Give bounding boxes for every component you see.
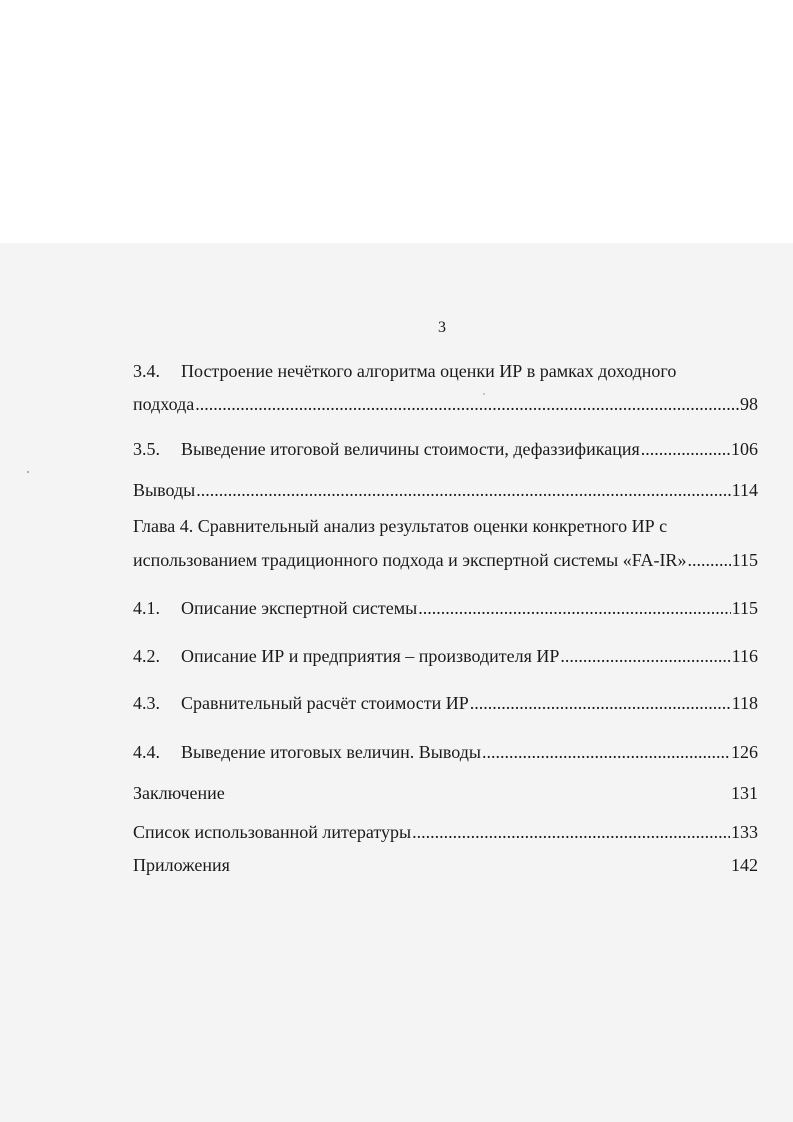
toc-entry-page: 115 <box>731 598 758 618</box>
toc-entry-4-4 <box>133 741 758 763</box>
toc-entry-page: 133 <box>731 822 758 842</box>
toc-entry-number: 4.4. <box>133 742 160 762</box>
page-number: 3 <box>438 319 446 336</box>
toc-entry-title-cont: подхода <box>133 394 195 414</box>
toc-entry-title: Сравнительный расчёт стоимости ИР <box>181 693 469 713</box>
toc-entry-4-3 <box>133 692 758 714</box>
dot-leader <box>196 479 730 501</box>
toc-entry-number: 3.4. <box>133 361 160 381</box>
toc-entry-page: 131 <box>731 783 758 803</box>
dot-leader <box>560 645 730 667</box>
toc-entry-title: Описание экспертной системы <box>181 598 418 618</box>
toc-entry-title: Приложения <box>133 855 230 875</box>
toc-entry-page: 116 <box>731 646 758 666</box>
toc-entry-title: Построение нечёткого алгоритма оценки ИР в рамках доходного <box>181 361 677 381</box>
toc-entry-3-5 <box>133 438 758 460</box>
scan-speck <box>27 471 29 473</box>
toc-entry-bibliography <box>133 821 758 843</box>
toc-entry-4-1 <box>133 597 758 619</box>
dot-leader <box>641 438 730 460</box>
toc-entry-title: Выведение итоговых величин. Выводы <box>181 742 481 762</box>
toc-entry-page: 98 <box>740 394 758 414</box>
toc-entry-appendices <box>133 854 758 876</box>
toc-entry-title: Описание ИР и предприятия – производителя ИР <box>181 646 560 666</box>
dot-leader <box>418 597 730 619</box>
dot-leader <box>412 821 730 843</box>
toc-entry-page: 115 <box>731 550 758 570</box>
table-of-contents <box>133 0 758 1122</box>
dot-leader <box>195 393 739 415</box>
toc-entry-conclusion <box>133 782 758 804</box>
toc-entry-page: 126 <box>731 742 758 762</box>
toc-entry-3-4-line1 <box>133 360 758 382</box>
toc-entry-page: 106 <box>731 439 758 459</box>
toc-entry-title: Выводы <box>133 480 196 500</box>
toc-entry-page: 142 <box>731 855 758 875</box>
scan-speck <box>483 393 485 395</box>
toc-entry-title-cont: использованием традиционного подхода и экспертной системы «FA-IR» <box>133 550 687 570</box>
toc-entry-chapter-4-line2 <box>133 549 758 571</box>
toc-entry-page: 114 <box>731 480 758 500</box>
toc-entry-number: 4.2. <box>133 646 160 666</box>
toc-entry-title: Заключение <box>133 783 225 803</box>
toc-entry-page: 118 <box>731 693 758 713</box>
toc-entry-number: 4.3. <box>133 693 160 713</box>
toc-entry-title: Список использованной литературы <box>133 822 412 842</box>
toc-entry-number: 3.5. <box>133 439 160 459</box>
dot-leader <box>470 692 731 714</box>
toc-entry-conclusions-ch3 <box>133 479 758 501</box>
toc-entry-title: Глава 4. Сравнительный анализ результатов оценки конкретного ИР с <box>133 516 668 536</box>
toc-entry-number: 4.1. <box>133 598 160 618</box>
dot-leader <box>687 549 730 571</box>
toc-entry-title: Выведение итоговой величины стоимости, дефаззификация <box>181 439 640 459</box>
toc-entry-3-4-line2 <box>133 393 758 415</box>
dot-leader <box>482 741 730 763</box>
toc-entry-4-2 <box>133 645 758 667</box>
toc-entry-chapter-4-line1 <box>133 515 758 537</box>
